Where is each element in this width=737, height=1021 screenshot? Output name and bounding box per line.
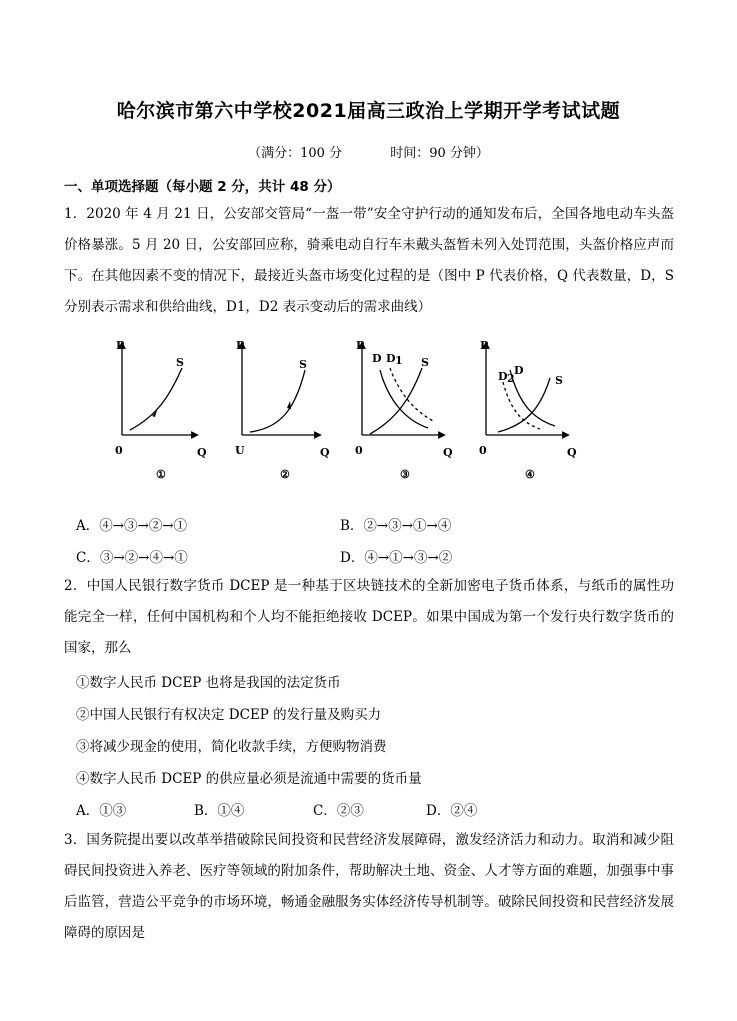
graph-2-number: ② [280, 468, 290, 481]
graph-3-d1-label: D [386, 352, 396, 365]
exam-title: 哈尔滨市第六中学校2021届高三政治上学期开学考试试题 [116, 100, 621, 122]
full-score: （满分：100 分 [248, 146, 343, 161]
graph-3-q-label: Q [443, 446, 453, 459]
graph-4-d-label: D [514, 364, 524, 377]
graph-4-origin: 0 [479, 444, 487, 457]
graph-4-p-label: P [480, 339, 489, 352]
graph-4-q-label: Q [567, 446, 577, 459]
q2-item-3: ③将减少现金的使用，简化收款手续，方便购物消费 [76, 739, 387, 755]
graph-3-supply-curve [370, 368, 422, 434]
q2-item-1: ①数字人民币 DCEP 也将是我国的法定货币 [76, 675, 341, 691]
graph-1-origin: 0 [115, 444, 123, 457]
graph-4 [479, 339, 577, 481]
graph-3-d-label: D [372, 352, 382, 365]
q2-item-2: ②中国人民银行有权决定 DCEP 的发行量及购买力 [76, 707, 382, 723]
graph-3-d1-curve [390, 368, 435, 422]
supply-demand-figure [100, 330, 580, 490]
graph-2-s-label: S [299, 358, 307, 371]
graph-2-supply-curve [250, 370, 305, 432]
graph-4-supply-curve [498, 378, 550, 432]
graph-1-p-label: P [116, 339, 125, 352]
graph-2-q-label: Q [320, 446, 330, 459]
question-3-text: 3．国务院提出要以改革举措破除民间投资和民营经济发展障碍，激发经济活力和动力。取消和减少阻碍民间投资进入养老、医疗等领域的附加条件，帮助解决土地、资金、人才等方面的难题，加强事中事后监管，营造公平竞争的市场环境，畅通金融服务实体经济传导机制等。破除民间投资和民营经济发展障碍的原因是 [64, 832, 674, 941]
exam-meta [0, 142, 737, 161]
graph-3-origin: 0 [355, 444, 363, 457]
graph-1 [115, 339, 207, 481]
q2-option-b[interactable]: B．①④ [194, 803, 245, 819]
graph-4-d2-label: D [498, 370, 508, 383]
q1-option-a[interactable]: A．④→③→②→① [76, 518, 188, 534]
graph-1-q-label: Q [197, 446, 207, 459]
q2-option-c[interactable]: C．②③ [313, 803, 364, 819]
graph-3-s-label: S [421, 356, 429, 369]
graph-3-demand-curve [380, 370, 428, 428]
graph-3-d1-subscript: 1 [395, 354, 403, 367]
graph-4-demand-curve [510, 370, 555, 426]
graph-2-origin: U [235, 444, 245, 457]
graph-2 [235, 339, 330, 481]
supply-demand-diagrams [100, 330, 580, 490]
q1-option-c[interactable]: C．③→②→④→① [76, 550, 188, 566]
q2-option-a[interactable]: A．①③ [76, 803, 127, 819]
graph-3-number: ③ [400, 468, 410, 481]
graph-1-s-label: S [176, 356, 184, 369]
graph-1-supply-curve [130, 368, 182, 430]
q2-item-4: ④数字人民币 DCEP 的供应量必须是流通中需要的货币量 [76, 771, 422, 787]
graph-3 [355, 339, 453, 481]
question-1-text: 1．2020 年 4 月 21 日，公安部交管局“一盔一带”安全守护行动的通知发布后，全国各地电动车头盔价格暴涨。5 月 20 日，公安部回应称，骑乘电动自行车未戴头盔暂未列入处罚范围，头盔价格应声而下。在其他因素不变的情况下，最接近头盔市场变化过程的是（图中 P 代表价格，Q 代表数量，D，S 分别表示需求和供给曲线，D1，D2 表示变动后的需求曲线） [64, 206, 674, 315]
graph-4-s-label: S [555, 374, 563, 387]
q1-option-d[interactable]: D．④→①→③→② [340, 550, 453, 566]
q1-option-b[interactable]: B．②→③→①→④ [340, 518, 452, 534]
section-heading: 一、单项选择题（每小题 2 分，共计 48 分） [64, 179, 341, 195]
graph-1-number: ① [156, 468, 166, 481]
question-2-text: 2．中国人民银行数字货币 DCEP 是一种基于区块链技术的全新加密电子货币体系，与纸币的属性功能完全一样，任何中国机构和个人均不能拒绝接收 DCEP。如果中国成为第一个发行央行数字货币的国家，那么 [64, 578, 674, 656]
graph-4-number: ④ [525, 468, 535, 481]
time-limit: 时间：90 分钟） [390, 146, 489, 161]
graph-4-d2-subscript: 2 [507, 372, 515, 385]
q2-option-d[interactable]: D．②④ [426, 803, 478, 819]
graph-2-p-label: P [236, 339, 245, 352]
graph-3-p-label: P [356, 339, 365, 352]
